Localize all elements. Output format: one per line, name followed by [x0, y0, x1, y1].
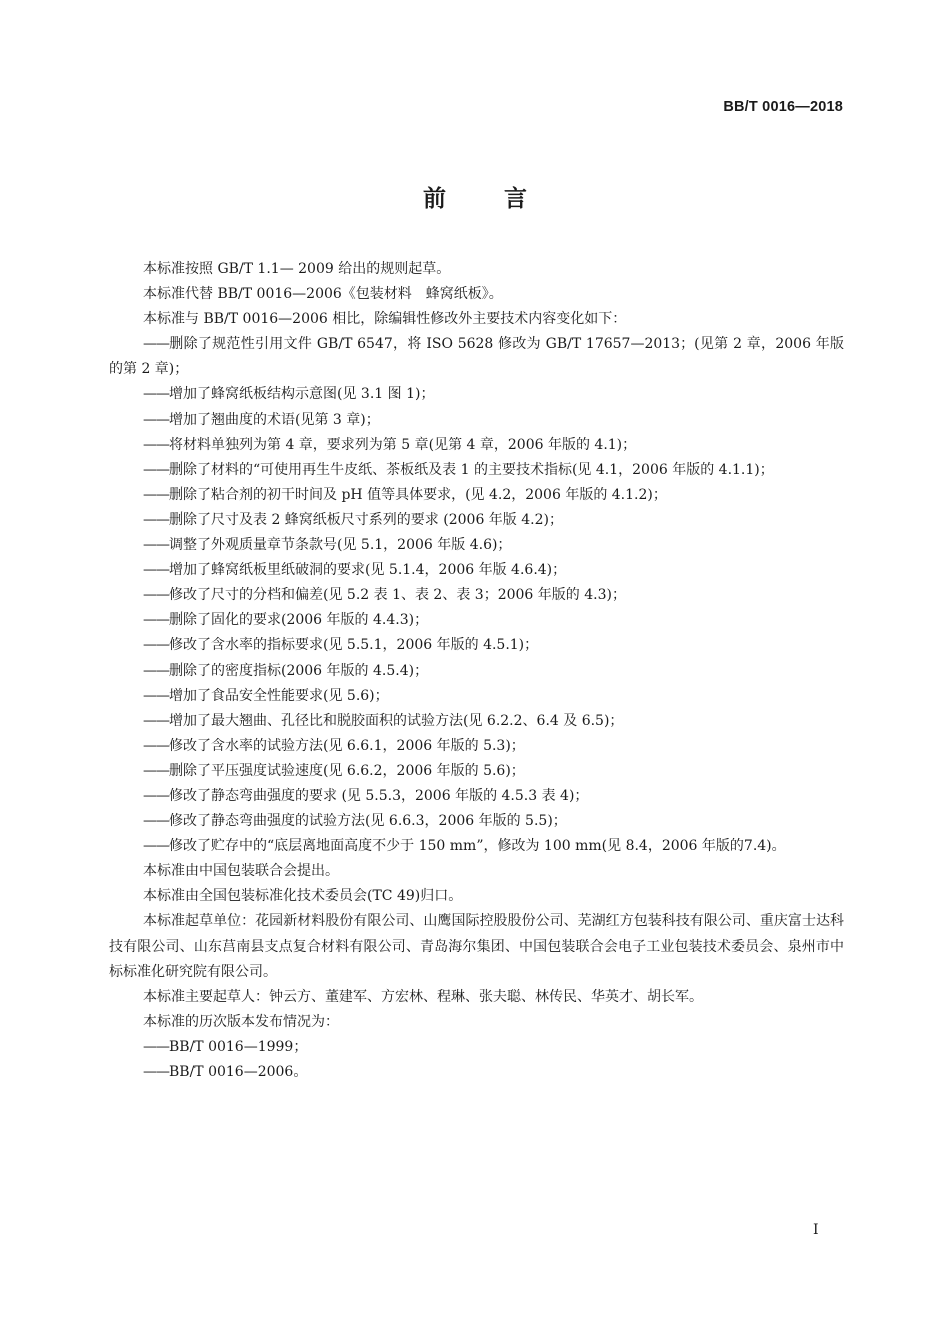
change-item: ——增加了蜂窝纸板结构示意图(见 3.1 图 1)；: [143, 386, 435, 403]
change-item: ——修改了静态弯曲强度的试验方法(见 6.6.3，2006 年版的 5.5)；: [143, 813, 567, 830]
page-title: 前言: [423, 186, 585, 212]
history-list: [109, 1035, 844, 1085]
change-item: ——调整了外观质量章节条款号(见 5.1，2006 年版 4.6)；: [143, 537, 512, 554]
intro-line: 本标准与 BB/T 0016—2006 相比，除编辑性修改外主要技术内容变化如下：: [143, 311, 627, 328]
change-item: ——修改了含水率的试验方法(见 6.6.1，2006 年版的 5.3)；: [143, 737, 525, 754]
change-item: ——删除了尺寸及表 2 蜂窝纸板尺寸系列的要求 (2006 年版 4.2)；: [143, 511, 563, 528]
change-item: ——增加了蜂窝纸板里纸破洞的要求(见 5.1.4，2006 年版 4.6.4)；: [143, 562, 567, 579]
intro-line: 本标准代替 BB/T 0016—2006《包装材料 蜂窝纸板》。: [143, 286, 503, 303]
history-item: ——BB/T 0016—1999；: [143, 1038, 308, 1055]
change-item: ——删除了平压强度试验速度(见 6.6.2，2006 年版的 5.6)；: [143, 762, 525, 779]
change-item: ——修改了贮存中的“底层离地面高度不少于 150 mm”，修改为 100 mm(见 8.4，2006 年版的7.4)。: [143, 838, 786, 855]
change-item: ——删除了的密度指标(2006 年版的 4.5.4)；: [143, 662, 429, 679]
drafters: 本标准主要起草人：钟云方、董建军、方宏林、程琳、张夫聪、林传民、华英才、胡长军。: [143, 988, 703, 1005]
changes-list: [109, 332, 844, 859]
change-item: ——增加了最大翘曲、孔径比和脱胶面积的试验方法(见 6.2.2、6.4 及 6.5)；: [143, 712, 624, 729]
change-item: ——删除了材料的“可使用再生牛皮纸、茶板纸及表 1 的主要技术指标(见 4.1，2006 年版的 4.1.1)；: [143, 461, 774, 478]
standard-code: BB/T 0016—2018: [723, 99, 843, 115]
closing-line: 本标准由全国包装标准化技术委员会(TC 49)归口。: [143, 888, 463, 905]
change-item: ——修改了含水率的指标要求(见 5.5.1，2006 年版的 4.5.1)；: [143, 637, 539, 654]
drafting-units: 本标准起草单位：花园新材料股份有限公司、山鹰国际控股股份公司、芜湖红方包装科技有限公司、重庆富士达科技有限公司、山东莒南县支点复合材料有限公司、青岛海尔集团、中国包装联合会电子工业包装技术委员会、泉州市中标标准化研究院有限公司。: [109, 913, 844, 980]
history-heading: 本标准的历次版本发布情况为：: [143, 1013, 339, 1030]
intro-line: 本标准按照 GB/T 1.1— 2009 给出的规则起草。: [143, 261, 451, 277]
history-item: ——BB/T 0016—2006。: [143, 1064, 308, 1080]
change-item: ——将材料单独列为第 4 章，要求列为第 5 章(见第 4 章，2006 年版的 4.1)；: [143, 436, 637, 453]
change-item: ——修改了尺寸的分档和偏差(见 5.2 表 1、表 2、表 3；2006 年版的 4.3)；: [143, 587, 626, 604]
change-item: ——删除了粘合剂的初干时间及 pH 值等具体要求，(见 4.2，2006 年版的 4.1.2)；: [143, 486, 667, 503]
change-item: ——修改了静态弯曲强度的要求 (见 5.5.3，2006 年版的 4.5.3 表 4)；: [143, 787, 589, 804]
change-item: ——删除了规范性引用文件 GB/T 6547，将 ISO 5628 修改为 GB/T 17657—2013；(见第 2 章，2006 年版的第 2 章)；: [109, 336, 844, 378]
document-body: [109, 257, 844, 1085]
change-item: ——增加了食品安全性能要求(见 5.6)；: [143, 687, 389, 704]
page-number: I: [813, 1222, 819, 1238]
change-item: ——删除了固化的要求(2006 年版的 4.4.3)；: [143, 612, 429, 629]
closing-line: 本标准由中国包装联合会提出。: [143, 863, 339, 880]
change-item: ——增加了翘曲度的术语(见第 3 章)；: [143, 411, 380, 428]
